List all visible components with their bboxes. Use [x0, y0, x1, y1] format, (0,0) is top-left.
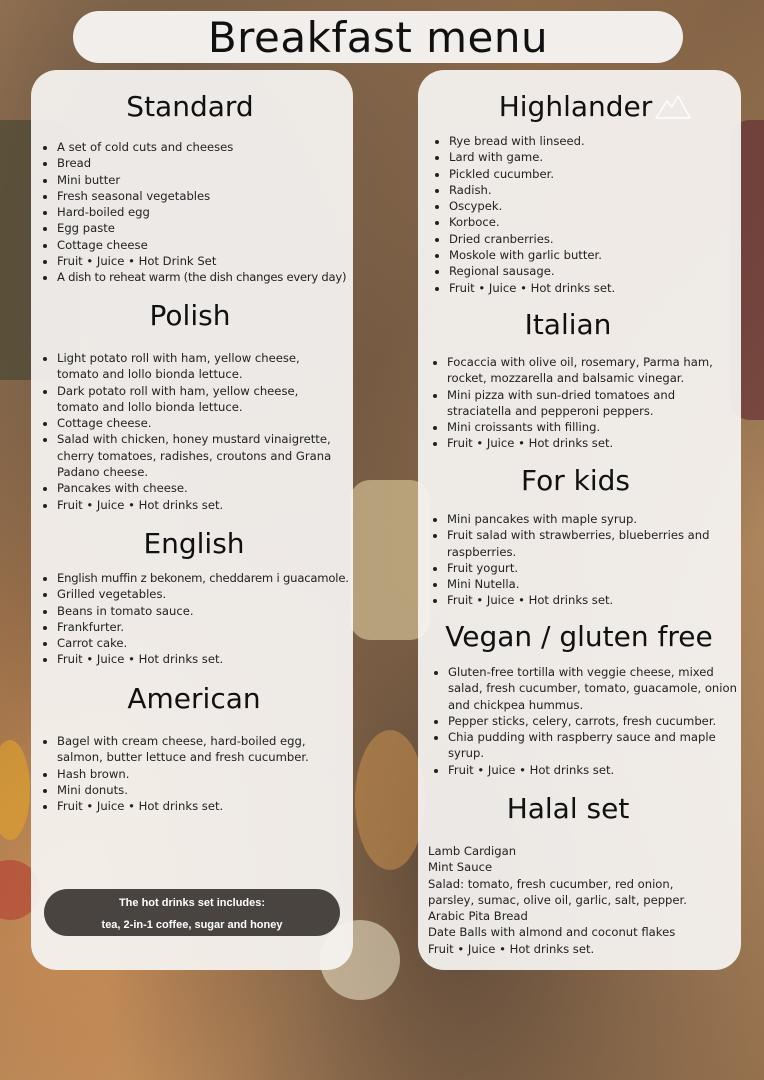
list-item: Arabic Pita Bread — [428, 909, 528, 924]
list-item: • Fruit • Juice • Hot drinks set. — [447, 592, 737, 608]
american-items — [31, 733, 354, 814]
list-item: • Pancakes with cheese. — [57, 480, 342, 496]
list-item: • Rye bread with linseed. — [449, 133, 744, 149]
highlander-items — [423, 133, 744, 296]
halal-items — [428, 843, 720, 957]
list-item: • Hash brown. — [57, 766, 354, 782]
list-item: • Salad with chicken, honey mustard vinaigrette, cherry tomatoes, radishes, croutons and Grana Padano cheese. — [57, 431, 342, 480]
background-photo-shape — [0, 740, 30, 840]
section-title-halal: Halal set — [506, 792, 630, 825]
list-item: • Hard-boiled egg — [57, 204, 357, 220]
list-item: Date Balls with almond and coconut flakes — [428, 925, 676, 940]
italian-items — [421, 354, 742, 452]
section-title-italian: Italian — [524, 308, 612, 341]
list-item: • Radish. — [449, 182, 744, 198]
list-item: • Mini butter — [57, 172, 357, 188]
list-item: • Light potato roll with ham, yellow cheese, tomato and lollo bionda lettuce. — [57, 350, 342, 383]
list-item: • A set of cold cuts and cheeses — [57, 139, 357, 155]
list-item: • Frankfurter. — [57, 619, 357, 635]
section-title-kids: For kids — [520, 464, 630, 497]
list-item: • Beans in tomato sauce. — [57, 603, 357, 619]
background-photo-shape — [355, 730, 425, 870]
hot-drinks-note-heading: The hot drinks set includes: — [118, 897, 266, 909]
list-item: • Cottage cheese — [57, 237, 357, 253]
section-title-vegan: Vegan / gluten free — [445, 620, 713, 653]
list-item: • Fruit • Juice • Hot drinks set. — [57, 798, 354, 814]
list-item: • Dried cranberries. — [449, 231, 744, 247]
list-item: Salad: tomato, fresh cucumber, red onion, parsley, sumac, olive oil, garlic, salt, pepper. — [428, 876, 687, 907]
list-item: • Mini pizza with sun-dried tomatoes and straciatella and pepperoni peppers. — [447, 387, 742, 420]
list-item: • Dark potato roll with ham, yellow cheese, tomato and lollo bionda lettuce. — [57, 383, 342, 416]
list-item: • Fruit • Juice • Hot drinks set. — [57, 497, 342, 513]
title-bar — [73, 11, 683, 63]
list-item: • Cottage cheese. — [57, 415, 342, 431]
polish-items — [31, 350, 342, 513]
list-item: • Focaccia with olive oil, rosemary, Parma ham, rocket, mozzarella and balsamic vinegar. — [447, 354, 742, 387]
list-item: • Moskole with garlic butter. — [449, 247, 744, 263]
section-title-highlander-text: Highlander — [498, 90, 653, 123]
list-item: • Fruit • Juice • Hot drinks set. — [449, 280, 744, 296]
list-item: • Korboce. — [449, 214, 744, 230]
list-item: • Gluten-free tortilla with veggie cheese, mixed salad, fresh cucumber, tomato, guacamole, onion and chickpea hummus. — [448, 664, 741, 713]
list-item: • Fruit salad with strawberries, blueberries and raspberries. — [447, 527, 737, 560]
section-title-english: English — [143, 527, 245, 560]
list-item: • Pickled cucumber. — [449, 166, 744, 182]
mountain-icon — [655, 93, 691, 119]
standard-items — [31, 139, 357, 286]
list-item: • English muffin z bekonem, cheddarem i guacamole. — [57, 570, 357, 586]
section-title-polish: Polish — [149, 299, 231, 332]
page-title: Breakfast menu — [207, 12, 549, 62]
list-item: • Lard with game. — [449, 149, 744, 165]
list-item: • Fruit • Juice • Hot drinks set. — [57, 651, 357, 667]
list-item: • Carrot cake. — [57, 635, 357, 651]
hot-drinks-note-contents: tea, 2-in-1 coffee, sugar and honey — [101, 919, 283, 931]
list-item: • Bread — [57, 155, 357, 171]
vegan-items — [422, 664, 741, 778]
list-item: • Egg paste — [57, 220, 357, 236]
list-item: Fruit • Juice • Hot drinks set. — [428, 941, 595, 956]
list-item: • A dish to reheat warm (the dish changes every day) — [57, 269, 357, 285]
kids-items — [421, 511, 737, 609]
list-item: • Fruit • Juice • Hot drinks set. — [448, 762, 741, 778]
list-item: • Fresh seasonal vegetables — [57, 188, 357, 204]
list-item: Mint Sauce — [428, 860, 493, 875]
hot-drinks-note — [44, 889, 340, 936]
list-item: • Mini donuts. — [57, 782, 354, 798]
list-item: • Pepper sticks, celery, carrots, fresh cucumber. — [448, 713, 741, 729]
section-title-american: American — [127, 682, 261, 715]
list-item: • Regional sausage. — [449, 263, 744, 279]
left-menu-panel — [31, 70, 353, 970]
right-menu-panel — [418, 70, 741, 970]
list-item: Lamb Cardigan — [428, 844, 517, 858]
list-item: • Grilled vegetables. — [57, 586, 357, 602]
english-items — [31, 570, 357, 668]
list-item: • Mini croissants with filling. — [447, 419, 742, 435]
list-item: • Fruit yogurt. — [447, 560, 737, 576]
list-item: • Mini Nutella. — [447, 576, 737, 592]
list-item: • Mini pancakes with maple syrup. — [447, 511, 737, 527]
list-item: • Fruit • Juice • Hot drinks set. — [447, 435, 742, 451]
list-item: • Bagel with cream cheese, hard-boiled egg, salmon, butter lettuce and fresh cucumber. — [57, 733, 354, 766]
list-item: • Oscypek. — [449, 198, 744, 214]
list-item: • Fruit • Juice • Hot Drink Set — [57, 253, 357, 269]
section-title-standard: Standard — [126, 90, 254, 123]
list-item: • Chia pudding with raspberry sauce and maple syrup. — [448, 729, 741, 762]
